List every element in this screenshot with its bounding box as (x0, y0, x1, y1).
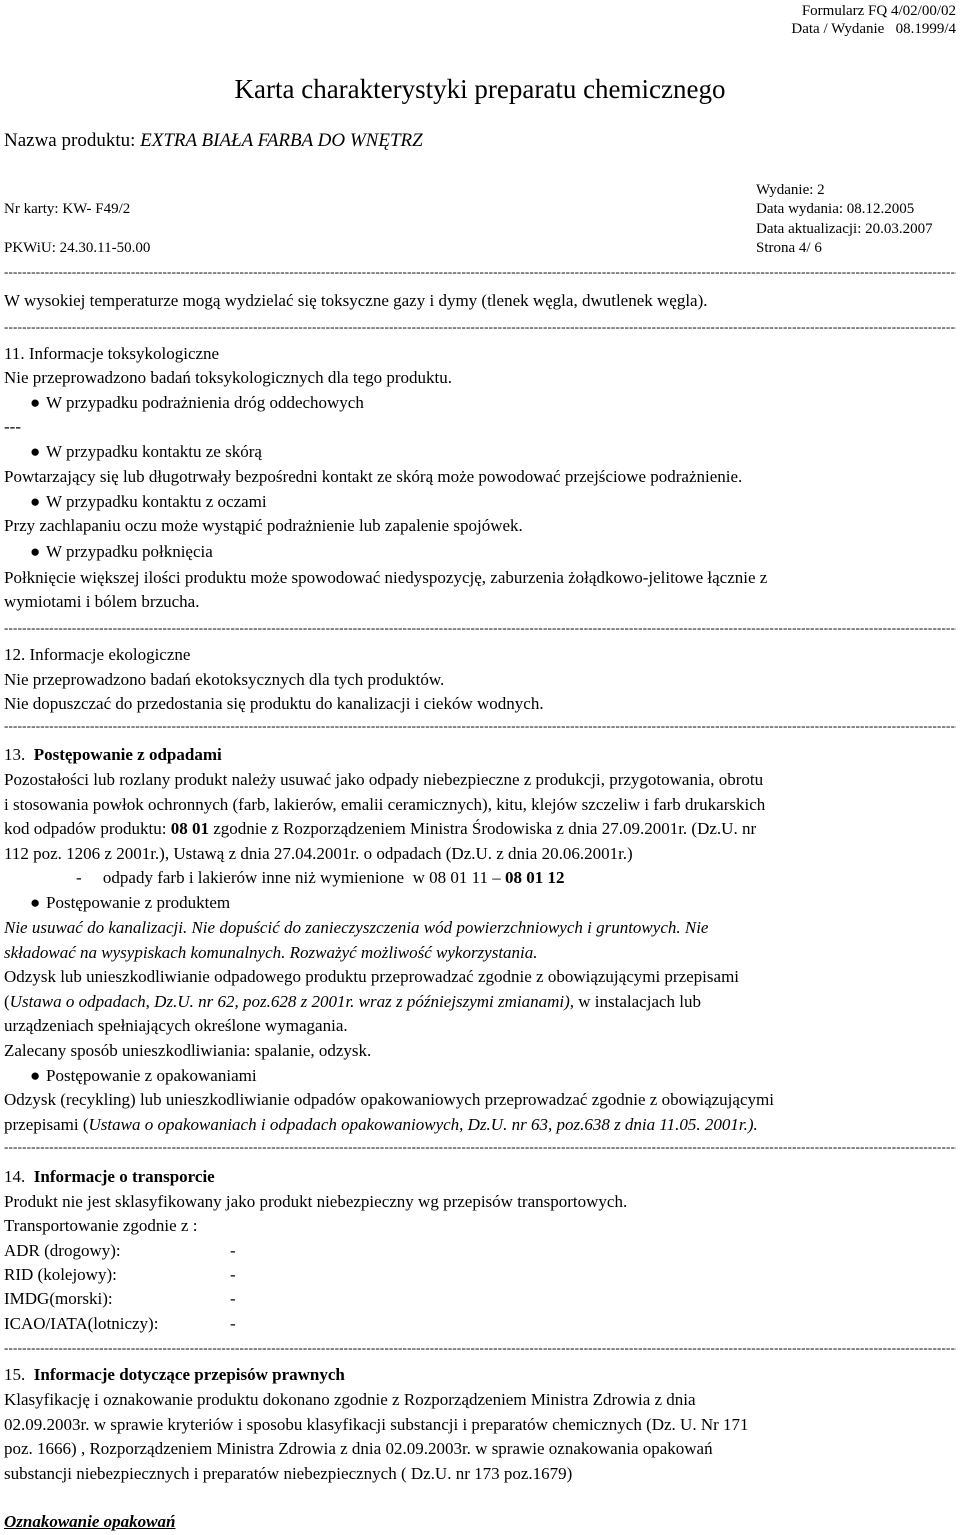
eyes-text: Przy zachlapaniu oczu może wystąpić podrażnienie lub zapalenie spojówek. (4, 516, 523, 535)
s15-line-1: Klasyfikację i oznakowanie produktu dokonano zgodnie z Rozporządzeniem Ministra Zdrowia z dnia (4, 1390, 696, 1409)
bullet-icon: ● (30, 492, 41, 511)
issue-date: Data wydania: 08.12.2005 (756, 201, 915, 217)
bullet-icon: ● (30, 893, 41, 912)
s13-packaging-1: Odzysk (recykling) lub unieszkodliwianie odpadów opakowaniowych przeprowadzać zgodnie z obowiązującymi (4, 1090, 774, 1109)
bullet-respiratory: ● W przypadku podrażnienia dróg oddechowych (46, 391, 364, 415)
ingestion-text-2: wymiotami i bólem brzucha. (4, 592, 200, 611)
separator (4, 321, 956, 333)
s13-italic-1: Nie usuwać do kanalizacji. Nie dopuścić do zanieczyszczenia wód powierzchniowych i gruntowych. Nie (4, 918, 709, 937)
s15-line-3: poz. 1666) , Rozporządzeniem Ministra Zdrowia z dnia 02.09.2003r. w sprawie oznakowania opakowań (4, 1439, 713, 1458)
s13-waste-code: - odpady farb i lakierów inne niż wymienione w 08 01 11 – 08 01 12 (76, 868, 565, 887)
skin-text: Powtarzający się lub długotrwały bezpośredni kontakt ze skórą może powodować przejściowe podrażnienie. (4, 467, 743, 486)
s13-recovery-1: Odzysk lub unieszkodliwianie odpadowego produktu przeprowadzać zgodnie z obowiązującymi przepisami (4, 967, 740, 986)
s13-italic-2: składować na wysypiskach komunalnych. Rozważyć możliwość wykorzystania. (4, 943, 538, 962)
section-12-heading: 12. Informacje ekologiczne (4, 645, 191, 664)
s13-packaging-2: przepisami (Ustawa o opakowaniach i odpadach opakowaniowych, Dz.U. nr 63, poz.638 z dnia 11.05. 2001r.). (4, 1115, 758, 1134)
separator (4, 622, 956, 634)
s13-recommended: Zalecany sposób unieszkodliwiania: spalanie, odzysk. (4, 1041, 372, 1060)
edition-info: Data / Wydanie 08.1999/4 (791, 21, 956, 37)
section-13-heading: 13. Postępowanie z odpadami (4, 745, 222, 764)
transport-value-rid: - (230, 1265, 236, 1284)
bullet-icon: ● (30, 1066, 41, 1085)
s13-p2: i stosowania powłok ochronnych (farb, lakierów, emalii ceramicznych), kitu, klejów szczeliw i farb drukarskich (4, 795, 766, 814)
transport-value-adr: - (230, 1241, 236, 1260)
respiratory-text: --- (4, 417, 21, 436)
transport-row-rid: RID (kolejowy): (4, 1265, 117, 1284)
ingestion-text-1: Połknięcie większej ilości produktu może spowodować niedyspozycję, zaburzenia żołądkowo-jelitowe łącznie z (4, 568, 768, 587)
s13-recovery-3: urządzeniach spełniających określone wymagania. (4, 1016, 348, 1035)
s15-line-4: substancji niebezpiecznych i preparatów niebezpiecznych ( Dz.U. nr 173 poz.1679) (4, 1464, 573, 1483)
section-12-line-2: Nie dopuszczać do przedostania się produktu do kanalizacji i cieków wodnych. (4, 694, 544, 713)
intro-line: W wysokiej temperaturze mogą wydzielać się toksyczne gazy i dymy (tlenek węgla, dwutlenek węgla). (4, 291, 708, 310)
packaging-marking-heading: Oznakowanie opakowań (4, 1512, 176, 1531)
s13-recovery-2: (Ustawa o odpadach, Dz.U. nr 62, poz.628 z 2001r. wraz z późniejszymi zmianami), w instalacjach lub (4, 992, 702, 1011)
separator (4, 1141, 956, 1153)
s14-line-1: Produkt nie jest sklasyfikowany jako produkt niebezpieczny wg przepisów transportowych. (4, 1192, 628, 1211)
update-date: Data aktualizacji: 20.03.2007 (756, 221, 933, 237)
card-number: Nr karty: KW- F49/2 (4, 201, 131, 217)
transport-row-adr: ADR (drogowy): (4, 1241, 121, 1260)
document-title: Karta charakterystyki preparatu chemicznego (234, 74, 726, 104)
section-15-heading: 15. Informacje dotyczące przepisów prawnych (4, 1365, 345, 1384)
product-name: Nazwa produktu: EXTRA BIAŁA FARBA DO WNĘTRZ (4, 130, 423, 151)
bullet-product-handling: ● Postępowanie z produktem (46, 891, 230, 915)
s15-line-2: 02.09.2003r. w sprawie kryteriów i sposobu klasyfikacji substancji i preparatów chemicznych (Dz. U. Nr 171 (4, 1415, 749, 1434)
page-number: Strona 4/ 6 (756, 240, 822, 256)
section-14-heading: 14. Informacje o transporcie (4, 1167, 215, 1186)
bullet-packaging: ● Postępowanie z opakowaniami (46, 1064, 257, 1088)
bullet-ingestion: ● W przypadku połknięcia (46, 540, 213, 564)
pkwiu-code: PKWiU: 24.30.11-50.00 (4, 240, 151, 256)
s13-p4: 112 poz. 1206 z 2001r.), Ustawą z dnia 27.04.2001r. o odpadach (Dz.U. z dnia 20.06.2001r.) (4, 844, 633, 863)
transport-value-imdg: - (230, 1289, 236, 1308)
section-11-line: Nie przeprowadzono badań toksykologicznych dla tego produktu. (4, 368, 453, 387)
section-12-line-1: Nie przeprowadzono badań ekotoksycznych dla tych produktów. (4, 670, 445, 689)
transport-row-icao: ICAO/IATA(lotniczy): (4, 1314, 159, 1333)
bullet-icon: ● (30, 442, 41, 461)
separator (4, 266, 956, 278)
wydanie: Wydanie: 2 (756, 182, 825, 198)
separator (4, 720, 956, 732)
form-code: Formularz FQ 4/02/00/02 (801, 3, 956, 19)
section-11-heading: 11. Informacje toksykologiczne (4, 344, 220, 363)
transport-value-icao: - (230, 1314, 236, 1333)
bullet-icon: ● (30, 393, 41, 412)
bullet-eyes: ● W przypadku kontaktu z oczami (46, 490, 267, 514)
s13-p1: Pozostałości lub rozlany produkt należy usuwać jako odpady niebezpieczne z produkcji, przygotowania, obrotu (4, 770, 764, 789)
separator (4, 1342, 956, 1354)
bullet-skin: ● W przypadku kontaktu ze skórą (46, 440, 262, 464)
s14-line-2: Transportowanie zgodnie z : (4, 1216, 198, 1235)
bullet-icon: ● (30, 542, 41, 561)
transport-row-imdg: IMDG(morski): (4, 1289, 113, 1308)
s13-p3: kod odpadów produktu: 08 01 zgodnie z Rozporządzeniem Ministra Środowiska z dnia 27.09.2001r. (Dz.U. nr (4, 819, 757, 838)
